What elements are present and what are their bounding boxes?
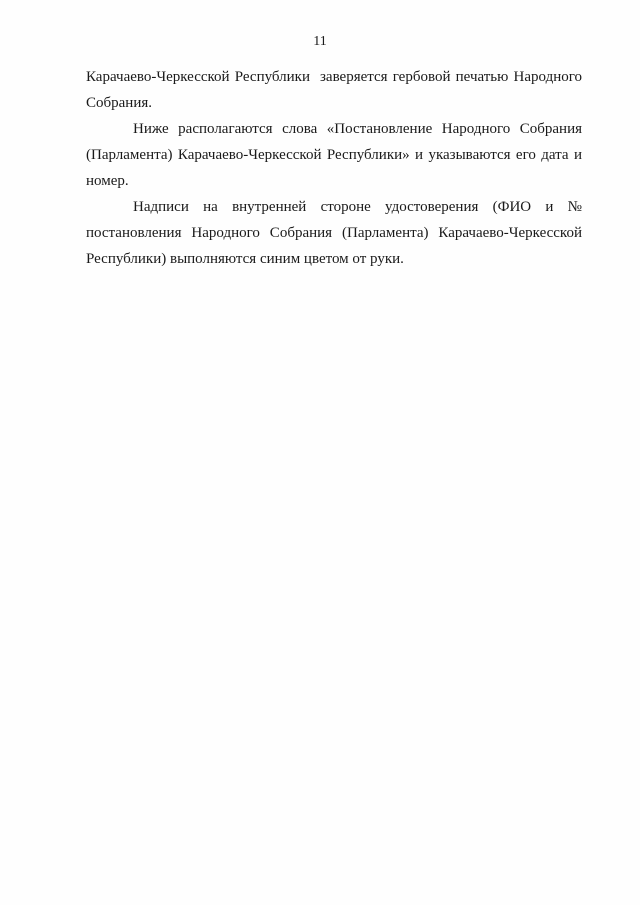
paragraph-continuation: [86, 64, 582, 116]
page-number: 11: [313, 34, 327, 49]
paragraph-lead-text: Карачаево-Черкесской Республики: [86, 69, 310, 85]
paragraph-inscriptions: Надписи на внутренней стороне удостоверения (ФИО и № постановления Народного Собрания (Парламента) Карачаево-Черкесской Республики) выполняются синим цветом от руки.: [86, 199, 582, 267]
paragraph-rest-text: заверяется гербовой печатью Народного Собрания.: [86, 69, 583, 111]
document-body: [86, 64, 582, 272]
paragraph-resolution-title: Ниже располагаются слова «Постановление Народного Собрания (Парламента) Карачаево-Черкесской Республики» и указываются его дата и номер.: [86, 121, 582, 189]
